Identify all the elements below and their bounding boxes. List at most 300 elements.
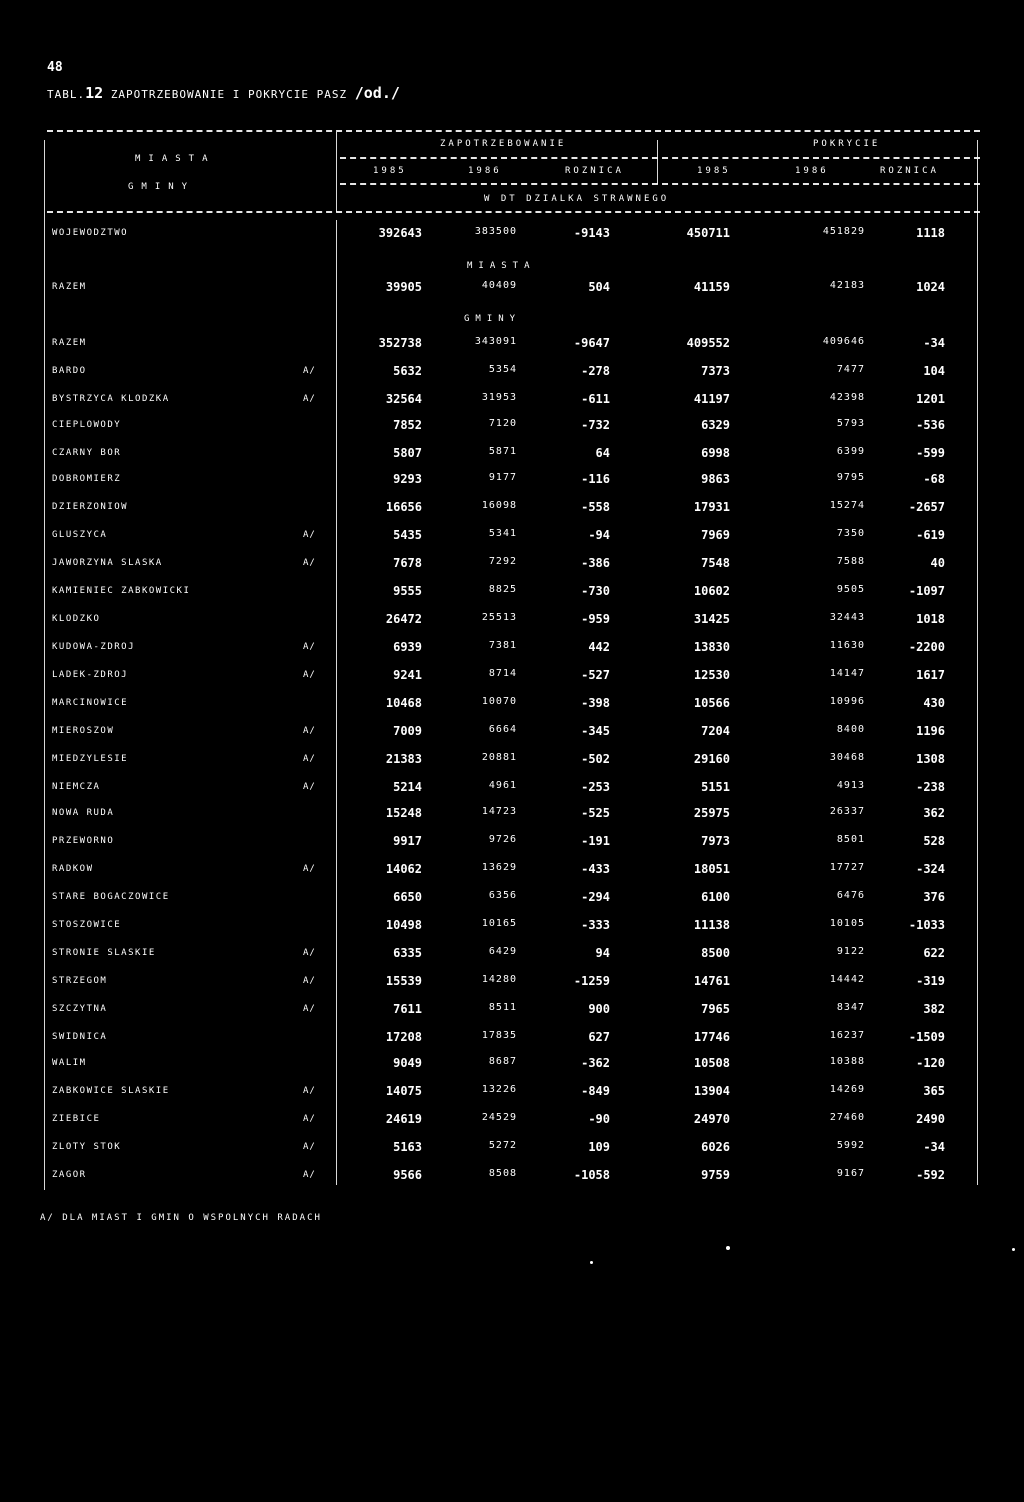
coverage-1986: 15274	[829, 500, 865, 511]
table-row	[0, 1058, 1024, 1074]
coverage-1985: 10602	[693, 584, 730, 598]
demand-difference: -345	[581, 724, 610, 738]
demand-1985: 5807	[393, 446, 422, 460]
row-name: BARDO	[52, 366, 87, 376]
coverage-1986: 7477	[836, 364, 865, 375]
scan-speck	[1012, 1248, 1015, 1251]
coverage-1986: 42183	[829, 280, 865, 291]
demand-difference: -362	[581, 1056, 610, 1070]
coverage-1986: 16237	[829, 1030, 865, 1041]
coverage-difference: -619	[916, 528, 945, 542]
demand-difference: 109	[588, 1140, 610, 1154]
coverage-1985: 6998	[701, 446, 730, 460]
coverage-1985: 41159	[693, 280, 730, 294]
coverage-difference: 1308	[916, 752, 945, 766]
section-gminy: GMINY	[464, 314, 522, 324]
coverage-1986: 8347	[836, 1002, 865, 1013]
demand-1985: 32564	[385, 392, 422, 406]
demand-difference: -398	[581, 696, 610, 710]
coverage-1985: 7548	[701, 556, 730, 570]
demand-difference: -94	[588, 528, 610, 542]
scan-speck	[726, 1246, 730, 1250]
demand-1985: 21383	[385, 752, 422, 766]
coverage-1985: 29160	[693, 752, 730, 766]
header-mid-rule-1	[340, 157, 980, 159]
row-name: ZIEBICE	[52, 1114, 101, 1124]
demand-difference: -502	[581, 752, 610, 766]
coverage-1986: 32443	[829, 612, 865, 623]
demand-difference: -333	[581, 918, 610, 932]
coverage-1986: 9505	[836, 584, 865, 595]
row-name: DZIERZONIOW	[52, 502, 129, 512]
row-name: RADKOW	[52, 864, 94, 874]
demand-difference: -1058	[573, 1168, 610, 1182]
row-flag: A/	[303, 670, 316, 680]
header-unit: W DT DZIALKA STRAWNEGO	[484, 194, 670, 204]
table-row	[0, 282, 1024, 298]
row-name: ZLOTY STOK	[52, 1142, 122, 1152]
row-name: STARE BOGACZOWICE	[52, 892, 170, 902]
header-pokrycie: POKRYCIE	[813, 139, 881, 149]
header-pok-1986: 1986	[795, 166, 829, 176]
coverage-difference: -324	[916, 862, 945, 876]
coverage-1986: 6476	[836, 890, 865, 901]
row-name: NIEMCZA	[52, 782, 101, 792]
demand-1986: 14280	[481, 974, 517, 985]
coverage-1986: 27460	[829, 1112, 865, 1123]
demand-difference: 94	[595, 946, 610, 960]
header-mid-rule-2	[340, 183, 980, 185]
demand-1986: 383500	[474, 226, 517, 237]
demand-1985: 9555	[393, 584, 422, 598]
demand-difference: -732	[581, 418, 610, 432]
header-pok-1985: 1985	[697, 166, 731, 176]
demand-1986: 5341	[488, 528, 517, 539]
table-row	[0, 1114, 1024, 1130]
coverage-difference: 528	[923, 834, 945, 848]
coverage-1986: 9795	[836, 472, 865, 483]
row-flag: A/	[303, 558, 316, 568]
row-name: ZAGOR	[52, 1170, 87, 1180]
demand-1986: 6356	[488, 890, 517, 901]
demand-difference: -9647	[573, 336, 610, 350]
demand-1986: 8508	[488, 1168, 517, 1179]
coverage-difference: -34	[923, 336, 945, 350]
coverage-1985: 450711	[686, 226, 730, 240]
row-name: NOWA RUDA	[52, 808, 115, 818]
demand-1986: 9726	[488, 834, 517, 845]
row-name: ZABKOWICE SLASKIE	[52, 1086, 170, 1096]
demand-difference: -1259	[573, 974, 610, 988]
coverage-difference: -592	[916, 1168, 945, 1182]
demand-1985: 5163	[393, 1140, 422, 1154]
row-name: WOJEWODZTWO	[52, 228, 129, 238]
demand-1986: 7120	[488, 418, 517, 429]
coverage-difference: -1509	[908, 1030, 945, 1044]
table-row	[0, 864, 1024, 880]
demand-1986: 13226	[481, 1084, 517, 1095]
demand-1986: 24529	[481, 1112, 517, 1123]
row-name: STRONIE SLASKIE	[52, 948, 156, 958]
demand-difference: -849	[581, 1084, 610, 1098]
demand-difference: -278	[581, 364, 610, 378]
demand-1985: 9566	[393, 1168, 422, 1182]
table-row	[0, 1004, 1024, 1020]
table-row	[0, 782, 1024, 798]
coverage-1986: 9167	[836, 1168, 865, 1179]
coverage-1985: 409552	[686, 336, 730, 350]
demand-difference: -959	[581, 612, 610, 626]
demand-1985: 6650	[393, 890, 422, 904]
demand-1986: 9177	[488, 472, 517, 483]
table-row	[0, 474, 1024, 490]
row-name: MIEROSZOW	[52, 726, 115, 736]
coverage-1986: 10388	[829, 1056, 865, 1067]
demand-difference: 64	[595, 446, 610, 460]
coverage-1985: 7204	[701, 724, 730, 738]
demand-1986: 25513	[481, 612, 517, 623]
coverage-difference: -1033	[908, 918, 945, 932]
coverage-1985: 7973	[701, 834, 730, 848]
coverage-difference: -1097	[908, 584, 945, 598]
coverage-1986: 7350	[836, 528, 865, 539]
demand-1986: 6429	[488, 946, 517, 957]
coverage-difference: 2490	[916, 1112, 945, 1126]
table-row	[0, 448, 1024, 464]
coverage-1986: 6399	[836, 446, 865, 457]
demand-difference: -527	[581, 668, 610, 682]
row-name: SWIDNICA	[52, 1032, 108, 1042]
table-row	[0, 808, 1024, 824]
coverage-difference: 622	[923, 946, 945, 960]
demand-1986: 7292	[488, 556, 517, 567]
demand-1986: 5871	[488, 446, 517, 457]
demand-1986: 13629	[481, 862, 517, 873]
coverage-1985: 9863	[701, 472, 730, 486]
coverage-1985: 6329	[701, 418, 730, 432]
coverage-1985: 10566	[693, 696, 730, 710]
demand-1986: 8687	[488, 1056, 517, 1067]
row-name: KUDOWA-ZDROJ	[52, 642, 136, 652]
coverage-1986: 30468	[829, 752, 865, 763]
row-name: KLODZKO	[52, 614, 101, 624]
coverage-1985: 13830	[693, 640, 730, 654]
demand-1985: 17208	[385, 1030, 422, 1044]
table-title-continuation: /od./	[354, 84, 400, 102]
row-flag: A/	[303, 1142, 316, 1152]
row-name: CZARNY BOR	[52, 448, 122, 458]
row-name: MARCINOWICE	[52, 698, 129, 708]
header-top-rule	[47, 130, 980, 132]
table-row	[0, 642, 1024, 658]
coverage-1985: 31425	[693, 612, 730, 626]
demand-1985: 14075	[385, 1084, 422, 1098]
row-flag: A/	[303, 864, 316, 874]
table-row	[0, 502, 1024, 518]
demand-1986: 40409	[481, 280, 517, 291]
table-row	[0, 754, 1024, 770]
coverage-1986: 10105	[829, 918, 865, 929]
demand-1986: 8714	[488, 668, 517, 679]
row-flag: A/	[303, 948, 316, 958]
coverage-1985: 5151	[701, 780, 730, 794]
table-number: 12	[85, 84, 104, 102]
demand-difference: 504	[588, 280, 610, 294]
page-number: 48	[47, 60, 63, 75]
coverage-difference: -238	[916, 780, 945, 794]
demand-1985: 10468	[385, 696, 422, 710]
table-row	[0, 948, 1024, 964]
coverage-1985: 24970	[693, 1112, 730, 1126]
demand-1986: 8825	[488, 584, 517, 595]
demand-1985: 5214	[393, 780, 422, 794]
demand-1986: 7381	[488, 640, 517, 651]
demand-difference: -253	[581, 780, 610, 794]
demand-difference: -525	[581, 806, 610, 820]
row-name: LADEK-ZDROJ	[52, 670, 129, 680]
row-flag: A/	[303, 726, 316, 736]
table-row	[0, 1170, 1024, 1186]
table-title	[47, 84, 400, 102]
demand-difference: -433	[581, 862, 610, 876]
coverage-1986: 9122	[836, 946, 865, 957]
header-zap-1985: 1985	[373, 166, 407, 176]
row-name: DOBROMIERZ	[52, 474, 122, 484]
demand-1985: 15248	[385, 806, 422, 820]
row-name: RAZEM	[52, 282, 87, 292]
row-name: SZCZYTNA	[52, 1004, 108, 1014]
row-flag: A/	[303, 1114, 316, 1124]
coverage-difference: 40	[930, 556, 945, 570]
demand-1985: 14062	[385, 862, 422, 876]
row-flag: A/	[303, 1004, 316, 1014]
table-row	[0, 836, 1024, 852]
demand-1986: 10070	[481, 696, 517, 707]
header-divider	[336, 132, 337, 212]
row-flag: A/	[303, 366, 316, 376]
table-title-text: ZAPOTRZEBOWANIE I POKRYCIE PASZ	[110, 88, 348, 101]
demand-1986: 16098	[481, 500, 517, 511]
coverage-1986: 409646	[822, 336, 865, 347]
row-name: MIEDZYLESIE	[52, 754, 129, 764]
demand-1986: 5354	[488, 364, 517, 375]
table-row	[0, 920, 1024, 936]
coverage-difference: -536	[916, 418, 945, 432]
coverage-difference: 1018	[916, 612, 945, 626]
demand-difference: -386	[581, 556, 610, 570]
coverage-1985: 9759	[701, 1168, 730, 1182]
row-flag: A/	[303, 976, 316, 986]
row-flag: A/	[303, 394, 316, 404]
coverage-1986: 451829	[822, 226, 865, 237]
demand-difference: -294	[581, 890, 610, 904]
demand-1985: 352738	[378, 336, 422, 350]
header-divider-group	[657, 140, 658, 184]
section-miasta: MIASTA	[467, 261, 536, 271]
demand-difference: -558	[581, 500, 610, 514]
coverage-1986: 26337	[829, 806, 865, 817]
coverage-1986: 5992	[836, 1140, 865, 1151]
demand-1986: 10165	[481, 918, 517, 929]
table-row	[0, 698, 1024, 714]
table-row	[0, 976, 1024, 992]
coverage-1986: 17727	[829, 862, 865, 873]
coverage-1986: 11630	[829, 640, 865, 651]
table-title-prefix: TABL.	[47, 88, 86, 101]
coverage-1985: 6026	[701, 1140, 730, 1154]
demand-difference: -116	[581, 472, 610, 486]
demand-1985: 6335	[393, 946, 422, 960]
coverage-1985: 6100	[701, 890, 730, 904]
coverage-difference: 104	[923, 364, 945, 378]
row-name: PRZEWORNO	[52, 836, 115, 846]
coverage-difference: -319	[916, 974, 945, 988]
table-row	[0, 892, 1024, 908]
row-flag: A/	[303, 1170, 316, 1180]
coverage-1986: 42398	[829, 392, 865, 403]
coverage-difference: 382	[923, 1002, 945, 1016]
demand-1985: 39905	[385, 280, 422, 294]
coverage-1986: 8400	[836, 724, 865, 735]
demand-1986: 31953	[481, 392, 517, 403]
table-row	[0, 530, 1024, 546]
table-row	[0, 614, 1024, 630]
demand-1986: 20881	[481, 752, 517, 763]
coverage-difference: 1201	[916, 392, 945, 406]
row-name: JAWORZYNA SLASKA	[52, 558, 163, 568]
coverage-difference: -599	[916, 446, 945, 460]
row-flag: A/	[303, 530, 316, 540]
coverage-difference: 365	[923, 1084, 945, 1098]
coverage-1985: 13904	[693, 1084, 730, 1098]
row-flag: A/	[303, 1086, 316, 1096]
demand-1986: 5272	[488, 1140, 517, 1151]
coverage-1986: 8501	[836, 834, 865, 845]
demand-1985: 5435	[393, 528, 422, 542]
table-row	[0, 366, 1024, 382]
coverage-1986: 14147	[829, 668, 865, 679]
demand-1985: 5632	[393, 364, 422, 378]
demand-1985: 6939	[393, 640, 422, 654]
coverage-difference: 1617	[916, 668, 945, 682]
coverage-1985: 8500	[701, 946, 730, 960]
row-name: CIEPLOWODY	[52, 420, 122, 430]
demand-1986: 6664	[488, 724, 517, 735]
demand-1985: 16656	[385, 500, 422, 514]
coverage-1986: 10996	[829, 696, 865, 707]
row-name: STRZEGOM	[52, 976, 108, 986]
coverage-difference: -120	[916, 1056, 945, 1070]
header-miasta: MIASTA	[135, 154, 216, 164]
coverage-1985: 18051	[693, 862, 730, 876]
coverage-1985: 7373	[701, 364, 730, 378]
table-row	[0, 586, 1024, 602]
demand-1985: 10498	[385, 918, 422, 932]
coverage-1985: 10508	[693, 1056, 730, 1070]
coverage-difference: -34	[923, 1140, 945, 1154]
coverage-difference: 430	[923, 696, 945, 710]
demand-difference: -9143	[573, 226, 610, 240]
table-row	[0, 670, 1024, 686]
table-row	[0, 558, 1024, 574]
header-zap-1986: 1986	[468, 166, 502, 176]
demand-difference: 627	[588, 1030, 610, 1044]
row-flag: A/	[303, 754, 316, 764]
row-name: GLUSZYCA	[52, 530, 108, 540]
demand-1986: 4961	[488, 780, 517, 791]
demand-1986: 17835	[481, 1030, 517, 1041]
table-row	[0, 420, 1024, 436]
coverage-1986: 7588	[836, 556, 865, 567]
row-flag: A/	[303, 782, 316, 792]
coverage-1985: 7965	[701, 1002, 730, 1016]
coverage-1985: 14761	[693, 974, 730, 988]
row-name: STOSZOWICE	[52, 920, 122, 930]
coverage-1985: 17746	[693, 1030, 730, 1044]
table-row	[0, 228, 1024, 244]
coverage-1985: 7969	[701, 528, 730, 542]
row-name: KAMIENIEC ZABKOWICKI	[52, 586, 191, 596]
table-row	[0, 1032, 1024, 1048]
scan-speck	[590, 1261, 593, 1264]
coverage-1986: 4913	[836, 780, 865, 791]
demand-1985: 24619	[385, 1112, 422, 1126]
coverage-difference: 1024	[916, 280, 945, 294]
coverage-1985: 11138	[693, 918, 730, 932]
demand-1985: 7852	[393, 418, 422, 432]
demand-difference: -611	[581, 392, 610, 406]
footnote: A/ DLA MIAST I GMIN O WSPOLNYCH RADACH	[40, 1213, 322, 1223]
header-pok-roznica: ROZNICA	[880, 166, 939, 176]
demand-1985: 7611	[393, 1002, 422, 1016]
coverage-difference: 1196	[916, 724, 945, 738]
demand-1985: 9917	[393, 834, 422, 848]
coverage-1985: 17931	[693, 500, 730, 514]
demand-1985: 15539	[385, 974, 422, 988]
demand-1985: 9293	[393, 472, 422, 486]
demand-difference: -191	[581, 834, 610, 848]
table-row	[0, 1086, 1024, 1102]
coverage-1985: 12530	[693, 668, 730, 682]
demand-1985: 7678	[393, 556, 422, 570]
demand-1985: 26472	[385, 612, 422, 626]
coverage-difference: 1118	[916, 226, 945, 240]
coverage-difference: -2657	[908, 500, 945, 514]
coverage-1986: 14269	[829, 1084, 865, 1095]
coverage-1986: 14442	[829, 974, 865, 985]
demand-1986: 14723	[481, 806, 517, 817]
row-name: BYSTRZYCA KLODZKA	[52, 394, 170, 404]
demand-difference: 442	[588, 640, 610, 654]
demand-1986: 343091	[474, 336, 517, 347]
demand-1985: 7009	[393, 724, 422, 738]
row-name: RAZEM	[52, 338, 87, 348]
coverage-difference: -2200	[908, 640, 945, 654]
coverage-1985: 41197	[693, 392, 730, 406]
header-zap-roznica: ROZNICA	[565, 166, 624, 176]
demand-1986: 8511	[488, 1002, 517, 1013]
coverage-1986: 5793	[836, 418, 865, 429]
demand-1985: 9049	[393, 1056, 422, 1070]
table-row	[0, 338, 1024, 354]
table-row	[0, 394, 1024, 410]
demand-1985: 392643	[378, 226, 422, 240]
coverage-difference: 376	[923, 890, 945, 904]
demand-difference: -730	[581, 584, 610, 598]
table-row	[0, 726, 1024, 742]
header-gminy: GMINY	[128, 182, 196, 192]
row-name: WALIM	[52, 1058, 87, 1068]
